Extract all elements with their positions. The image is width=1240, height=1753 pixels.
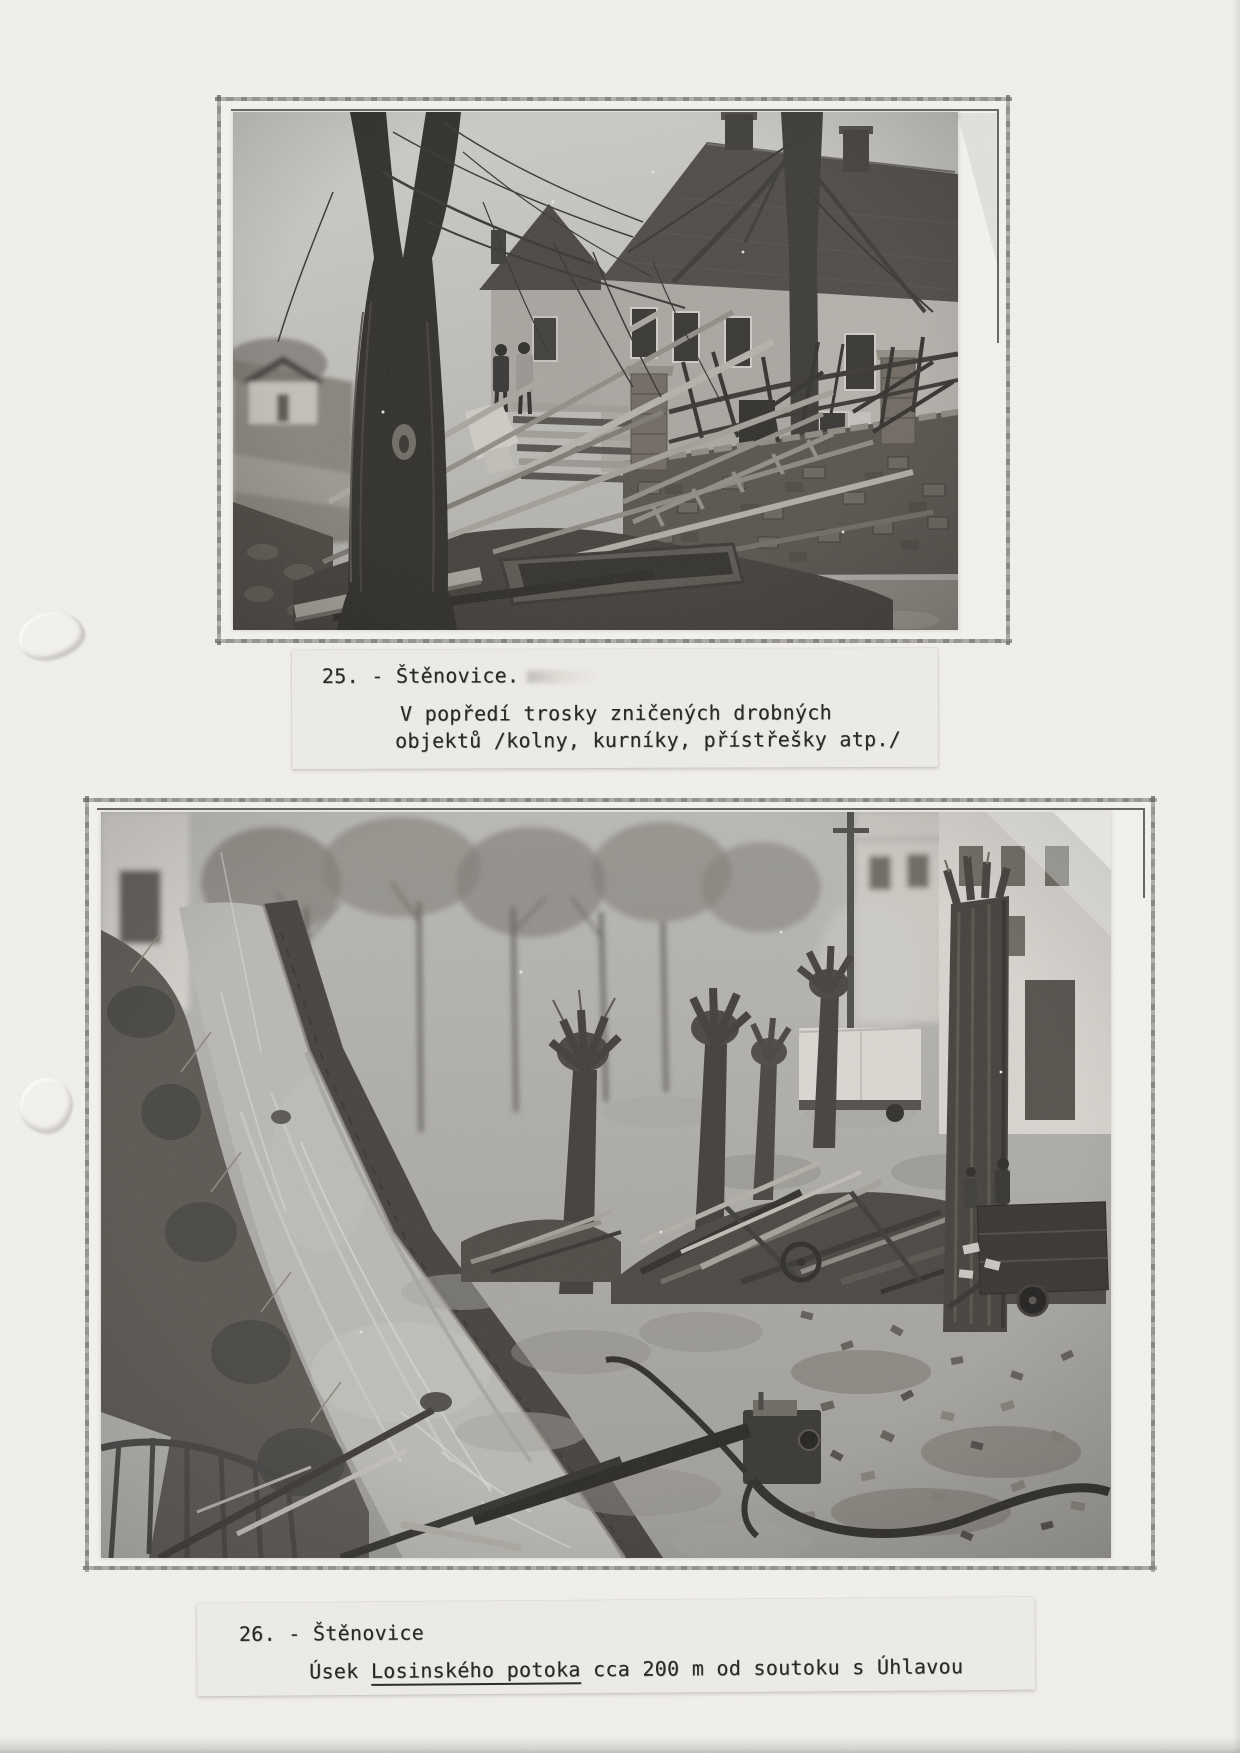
- underlined-text: Losinského potoka: [371, 1657, 581, 1686]
- page-right-edge: [1232, 0, 1240, 1753]
- page-bottom-edge: [0, 1737, 1240, 1753]
- caption-26-line-1: 26. - Štěnovice: [238, 1620, 425, 1646]
- photo-25-matte: [221, 101, 1006, 639]
- photo-25-frame: [217, 97, 1010, 643]
- photo-26-frame: [85, 798, 1155, 1570]
- caption-25-line-1: 25. - Štěnovice.: [322, 662, 598, 690]
- caption-26-line-2: Úsek Losinského potoka cca 200 m od soutoku s Úhlavou: [309, 1653, 963, 1685]
- vignette: [233, 112, 958, 630]
- caption-25-line-2: V popředí trosky zničených drobných: [399, 700, 832, 726]
- photo-25-image: [233, 112, 958, 630]
- pencil-frame-bottom: [215, 639, 1012, 643]
- vignette: [101, 812, 1111, 1558]
- pencil-frame-bottom: [83, 1566, 1157, 1570]
- photo-26-matte: [89, 802, 1151, 1566]
- paper-emboss-mark-1: [13, 605, 88, 666]
- photo-25-caption: [292, 648, 938, 769]
- paper-emboss-mark-2: [16, 1075, 75, 1136]
- photo-26-image: [101, 812, 1111, 1558]
- pencil-frame-right: [1006, 95, 1010, 645]
- pencil-frame-right: [1151, 796, 1155, 1572]
- photo-26-caption: [197, 1597, 1036, 1697]
- ink-smudge: [527, 670, 597, 683]
- photo-25-svg: [233, 112, 958, 630]
- caption-25-line-3: objektů /kolny, kurníky, přístřešky atp./: [395, 727, 902, 753]
- photo-26-svg: [101, 812, 1111, 1558]
